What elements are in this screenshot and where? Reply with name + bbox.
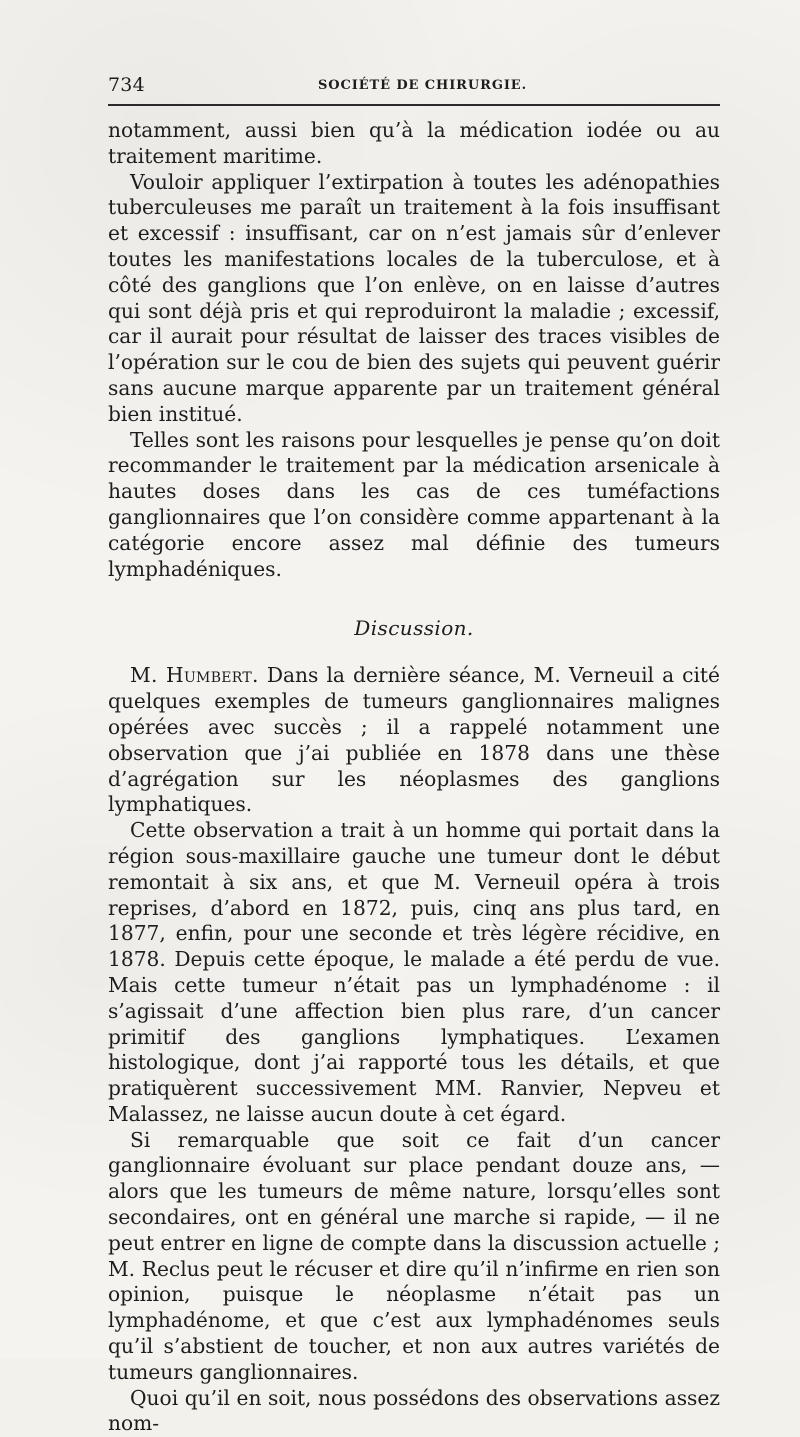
paragraph-treatment-recommendation: Telles sont les raisons pour lesquelles je pense qu’on doit recommander le traitement par la médication arsenicale à hautes doses dans les cas de ces tuméfactions ganglionnaires que l’on considère comme appartenant à la catégorie encore assez mal définie des tumeurs lymphadéniques. (108, 427, 720, 581)
discussion-paragraph (108, 663, 720, 818)
paragraph-observation: Cette observation a trait à un homme qui portait dans la région sous-maxillaire gauche une tumeur dont le début remontait à six ans, et que M. Verneuil opéra à trois reprises, d’abord en 1872, puis, cinq ans plus tard, en 1877, enfin, pour une seconde et très légère récidive, en 1878. Depuis cette époque, le malade a été perdu de vue. Mais cette tumeur n’était pas un lymphadénome : il s’agissait d’une affection bien plus rare, d’un cancer primitif des ganglions lymphatiques. L’examen histologique, dont j’ai rapporté tous les détails, et que pratiquèrent successivement MM. Ranvier, Nepveu et Malassez, ne laisse aucun doute à cet égard. (108, 818, 720, 1126)
paragraph-remarkable-case: Si remarquable que soit ce fait d’un cancer ganglionnaire évoluant sur place pendant douze ans, — alors que les tumeurs de même nature, lorsqu’elles sont secondaires, ont en général une marche si rapide, — il ne peut entrer en ligne de compte dans la discussion actuelle ; M. Reclus peut le récuser et dire qu’il n’infirme en rien son opinion, puisque le néoplasme n’était pas un lymphadénome, et que c’est aux lymphadénomes seuls qu’il s’abstient de toucher, et non aux autres variétés de tumeurs ganglionnaires. (108, 1127, 720, 1384)
main-text (108, 118, 720, 1437)
page-number: 734 (108, 74, 145, 96)
speaker-name: M. Humbert. (130, 663, 259, 688)
page-header (108, 74, 720, 102)
running-title: SOCIÉTÉ DE CHIRURGIE. (318, 78, 528, 93)
paragraph-continuation: notamment, aussi bien qu’à la médication iodée ou au traitement maritime. (108, 118, 720, 168)
paragraph-final-line: Quoi qu’il en soit, nous possédons des observations assez nom- (108, 1385, 720, 1436)
discussion-intro-text: Dans la dernière séance, M. Verneuil a cité quelques exemples de tumeurs ganglionnaires malignes opérées avec succès ; il a rappelé notamment une observation que j’ai publiée en 1878 dans une thèse d’agrégation sur les néoplasmes des ganglions lymphatiques. (108, 663, 720, 817)
paragraph-extirpation: Vouloir appliquer l’extirpation à toutes les adénopathies tuberculeuses me paraît un traitement à la fois insuffisant et excessif : insuffisant, car on n’est jamais sûr d’enlever toutes les manifestations locales de la tuberculose, et à côté des ganglions que l’on enlève, on en laisse d’autres qui sont déjà pris et qui reproduiront la maladie ; excessif, car il aurait pour résultat de laisser des traces visibles de l’opération sur le cou de bien des sujets qui peuvent guérir sans aucune marque apparente par un traitement général bien institué. (108, 169, 720, 426)
header-rule (108, 104, 720, 106)
section-heading: Discussion. (354, 616, 474, 641)
